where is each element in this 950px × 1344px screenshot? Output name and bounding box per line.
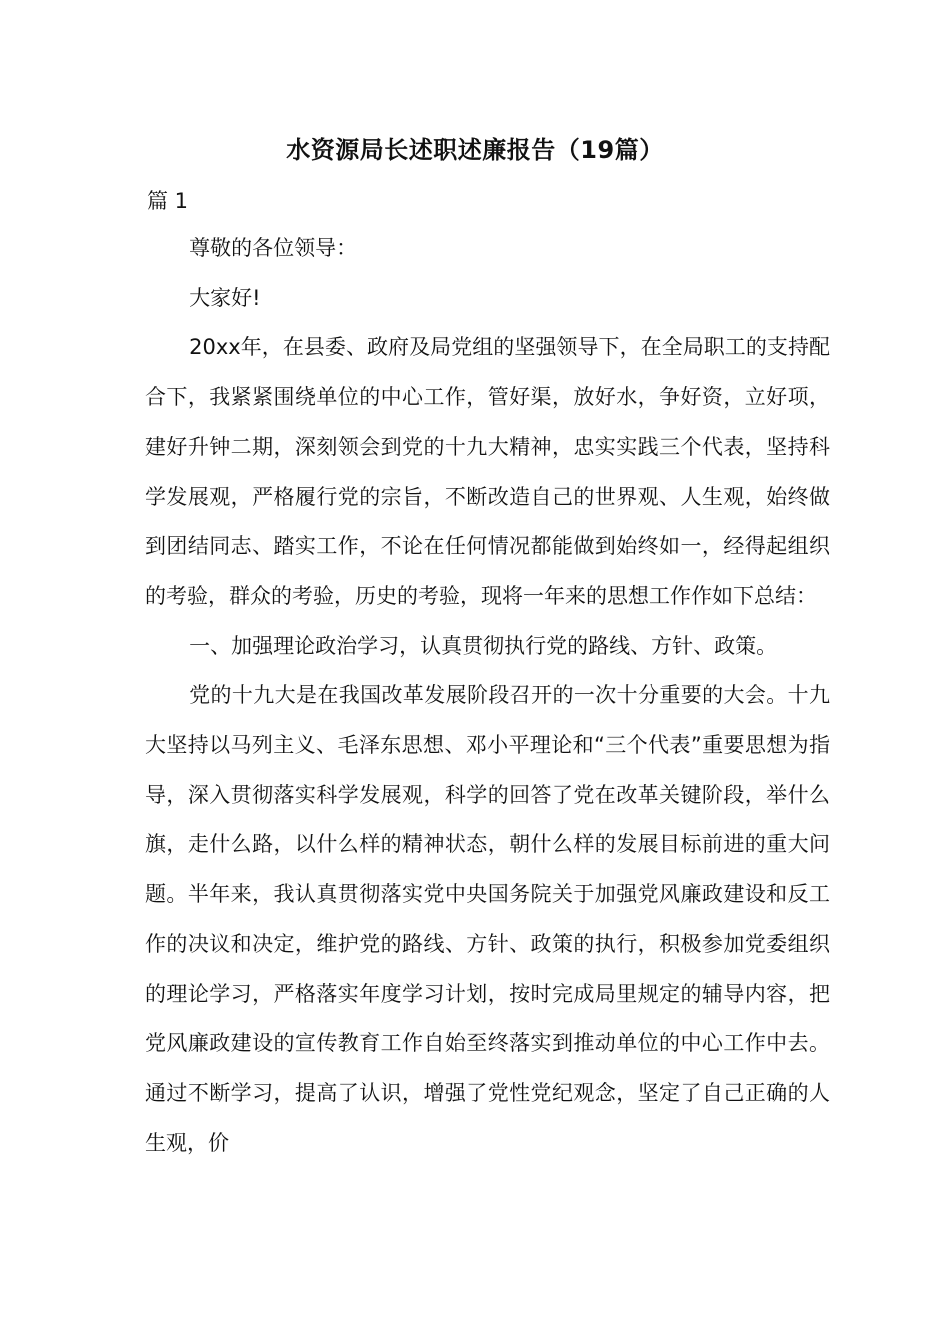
body-paragraph: 党的十九大是在我国改革发展阶段召开的一次十分重要的大会。十九大坚持以马列主义、毛泽东思想、邓小平理论和“三个代表”重要思想为指导，深入贯彻落实科学发展观，科学的回答了党在改革关键阶段，举什么旗，走什么路，以什么样的精神状态，朝什么样的发展目标前进的重大问题。半年来，我认真贯彻落实党中央国务院关于加强党风廉政建设和反工作的决议和决定，维护党的路线、方针、政策的执行，积极参加党委组织的理论学习，严格落实年度学习计划，按时完成局里规定的辅导内容，把党风廉政建设的宣传教育工作自始至终落实到推动单位的中心工作中去。通过不断学习，提高了认识，增强了党性党纪观念，坚定了自己正确的人生观，价 xyxy=(145,683,830,1155)
document-title: 水资源局长述职述廉报告（19篇） xyxy=(286,136,664,164)
greeting-paragraph: 大家好! xyxy=(189,285,261,310)
heading-paragraph: 一、加强理论政治学习，认真贯彻执行党的路线、方针、政策。 xyxy=(189,633,778,658)
salutation-paragraph: 尊敬的各位领导： xyxy=(189,236,358,260)
section-label: 篇 1 xyxy=(147,189,189,213)
document-body xyxy=(145,224,830,1168)
body-paragraph: 20xx年，在县委、政府及局党组的坚强领导下，在全局职工的支持配合下，我紧紧围绕单位的中心工作，管好渠，放好水，争好资，立好项，建好升钟二期，深刻领会到党的十九大精神，忠实实践三个代表，坚持科学发展观，严格履行党的宗旨，不断改造自己的世界观、人生观，始终做到团结同志、踏实工作，不论在任何情况都能做到始终如一，经得起组织的考验，群众的考验，历史的考验，现将一年来的思想工作作如下总结： xyxy=(145,335,830,608)
